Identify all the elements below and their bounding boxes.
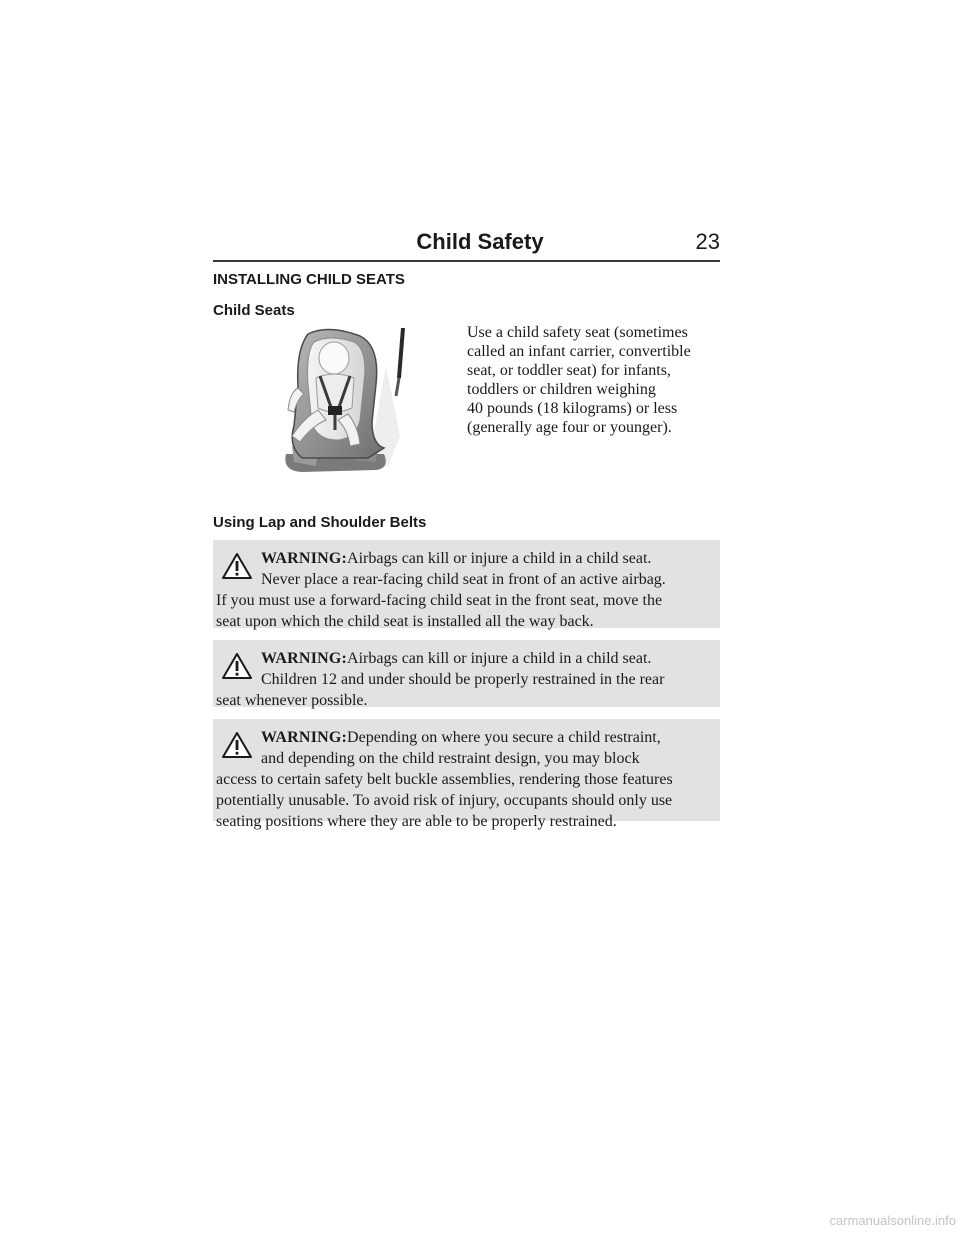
warning-triangle-icon xyxy=(221,552,253,580)
section-heading: INSTALLING CHILD SEATS xyxy=(213,271,405,288)
child-safety-seat-illustration xyxy=(268,326,414,478)
warning-line: and depending on the child restraint design, you may block xyxy=(261,750,640,767)
warning-label: WARNING: xyxy=(261,650,348,667)
body-line: called an infant carrier, convertible xyxy=(467,343,691,360)
warning-triangle-icon xyxy=(221,731,253,759)
warning-label: WARNING: xyxy=(261,729,348,746)
warning-line xyxy=(216,548,714,569)
warning-text: Airbags can kill or injure a child in a child seat. xyxy=(347,550,652,567)
warning-text: Airbags can kill or injure a child in a child seat. xyxy=(347,650,652,667)
warning-box-3 xyxy=(213,719,720,830)
warning-line xyxy=(216,727,714,748)
body-line: toddlers or children weighing xyxy=(467,381,656,398)
subheading-lap-shoulder-belts: Using Lap and Shoulder Belts xyxy=(213,514,427,531)
warning-text: Depending on where you secure a child restraint, xyxy=(347,729,661,746)
warning-line: access to certain safety belt buckle assemblies, rendering those features xyxy=(216,771,673,788)
page-number: 23 xyxy=(695,229,720,254)
warning-line: potentially unusable. To avoid risk of injury, occupants should only use xyxy=(216,792,673,809)
child-seats-body xyxy=(467,323,727,437)
header-rule xyxy=(213,260,720,262)
warning-label: WARNING: xyxy=(261,550,348,567)
watermark: carmanualsonline.info xyxy=(829,1213,956,1228)
warning-line: Never place a rear-facing child seat in front of an active airbag. xyxy=(261,571,666,588)
warning-line: Children 12 and under should be properly restrained in the rear xyxy=(261,671,665,688)
warning-box-1 xyxy=(213,540,720,628)
body-line: Use a child safety seat (sometimes xyxy=(467,324,688,341)
body-line: (generally age four or younger). xyxy=(467,419,672,436)
body-line: 40 pounds (18 kilograms) or less xyxy=(467,400,678,417)
warning-line: seating positions where they are able to be properly restrained. xyxy=(216,813,617,830)
warning-line: seat upon which the child seat is installed all the way back. xyxy=(216,613,594,630)
warning-box-2 xyxy=(213,640,720,707)
warning-line: seat whenever possible. xyxy=(216,692,368,709)
page-header-title: Child Safety xyxy=(416,229,544,254)
body-line: seat, or toddler seat) for infants, xyxy=(467,362,671,379)
warning-line xyxy=(216,648,714,669)
warning-line: If you must use a forward-facing child seat in the front seat, move the xyxy=(216,592,663,609)
subheading-child-seats: Child Seats xyxy=(213,302,295,319)
warning-triangle-icon xyxy=(221,652,253,680)
